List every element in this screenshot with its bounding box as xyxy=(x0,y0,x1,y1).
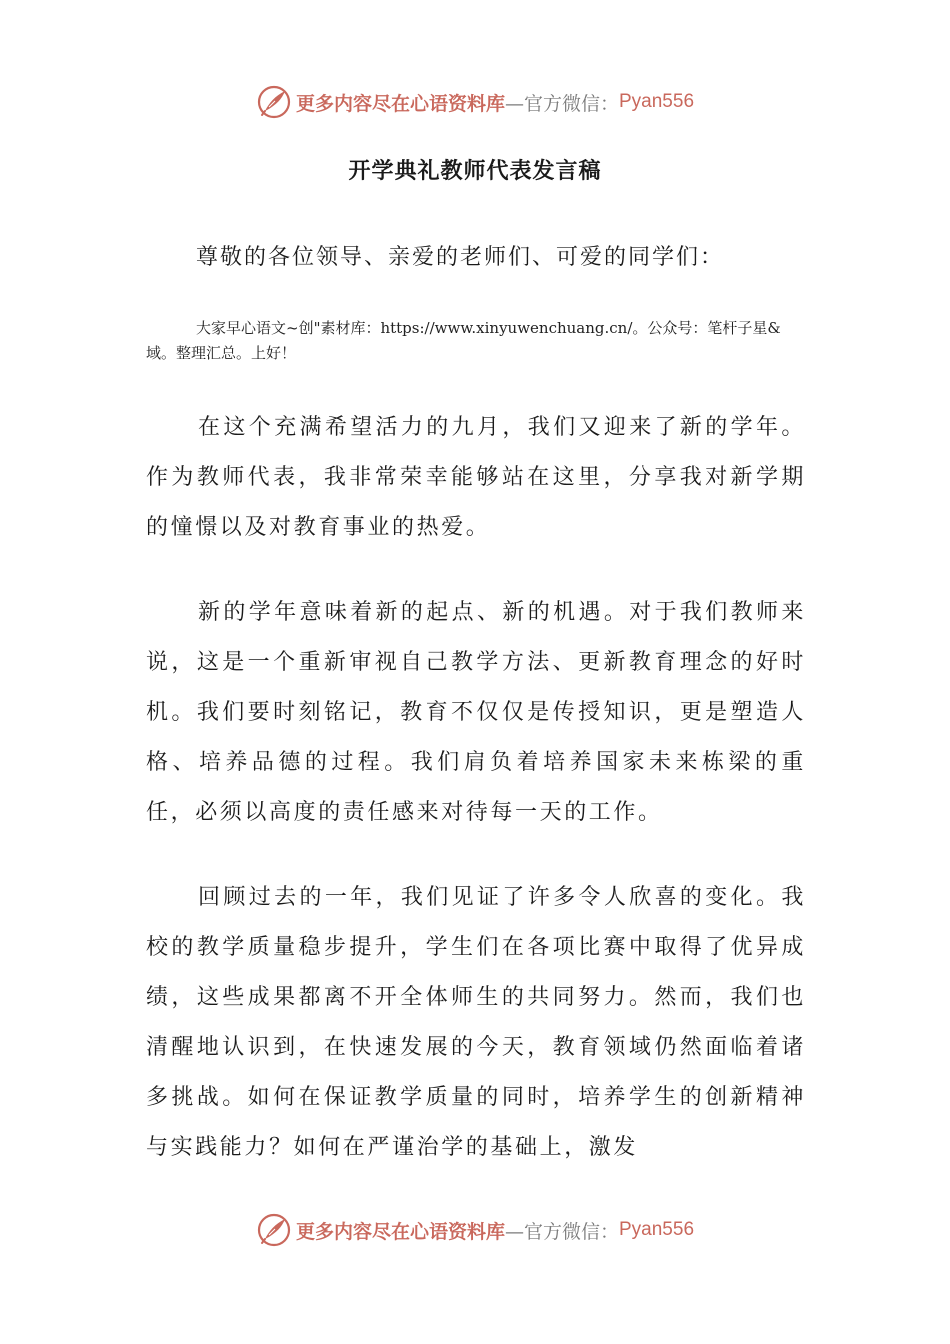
greeting-line: 尊敬的各位领导、亲爱的老师们、可爱的同学们： xyxy=(196,245,725,270)
banner-wechat-id: Pyan556 xyxy=(619,91,695,112)
body-paragraph-3: 回顾过去的一年，我们见证了许多令人欣喜的变化。我校的教学质量稳步提升，学生们在各项比赛中取得了优异成绩，这些成果都离不开全体师生的共同努力。然而，我们也清醒地认识到，在快速发展的今天，教育领域仍然面临着诸多挑战。如何在保证教学质量的同时，培养学生的创新精神与实践能力？如何在严谨治学的基础上，激发 xyxy=(146,885,806,1160)
feather-pen-logo-icon xyxy=(256,1212,292,1248)
feather-pen-logo-icon xyxy=(256,84,292,120)
banner-site-name: 更多内容尽在心语资料库 xyxy=(295,1220,505,1243)
header-banner xyxy=(0,80,950,124)
banner-wechat-label: —官方微信： xyxy=(504,92,619,115)
banner-wechat-id: Pyan556 xyxy=(619,1219,695,1240)
footer-banner xyxy=(0,1208,950,1252)
banner-wechat-label: —官方微信： xyxy=(504,1220,619,1243)
watermark-note: 大家早心语文~创"素材库：https://www.xinyuwenchuang.cn/。公众号：笔杆子星&域。整理汇总。上好！ xyxy=(146,319,781,362)
body-paragraph-1: 在这个充满希望活力的九月，我们又迎来了新的学年。作为教师代表，我非常荣幸能够站在这里，分享我对新学期的憧憬以及对教育事业的热爱。 xyxy=(146,415,806,540)
banner-site-name: 更多内容尽在心语资料库 xyxy=(295,92,505,115)
document-title: 开学典礼教师代表发言稿 xyxy=(348,158,602,184)
body-paragraph-2: 新的学年意味着新的起点、新的机遇。对于我们教师来说，这是一个重新审视自己教学方法、更新教育理念的好时机。我们要时刻铭记，教育不仅仅是传授知识，更是塑造人格、培养品德的过程。我们肩负着培养国家未来栋梁的重任，必须以高度的责任感来对待每一天的工作。 xyxy=(146,600,806,825)
